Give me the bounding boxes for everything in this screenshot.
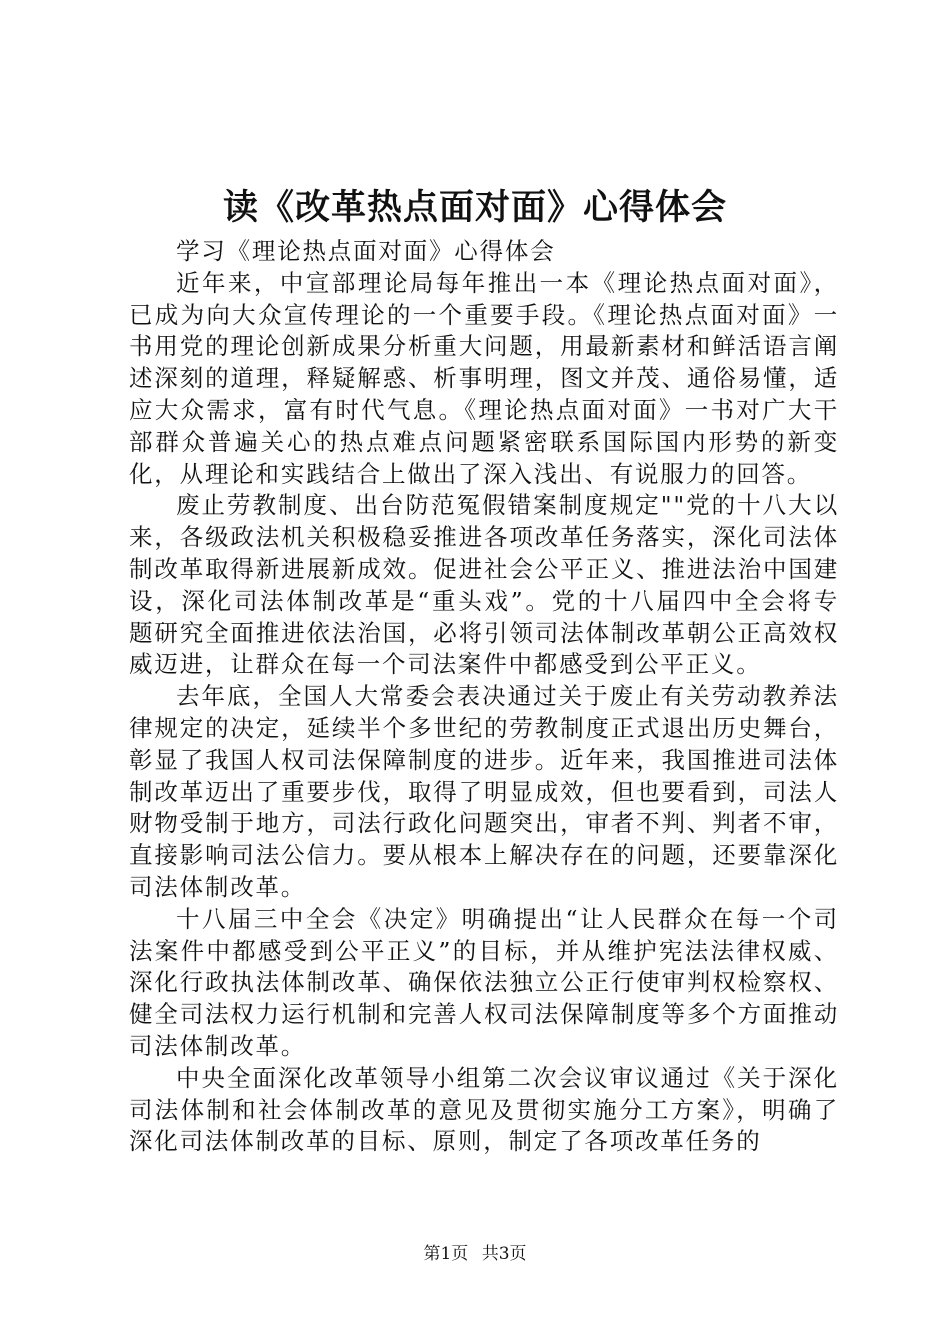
document-title: 读《改革热点面对面》心得体会 (222, 188, 727, 228)
paragraph-2: 废止劳教制度、出台防范冤假错案制度规定""党的十八大以来，各级政法机关积极稳妥推进各项改革任务落实，深化司法体制改革取得新进展新成效。促进社会公平正义、推进法治中国建设，深化司法体制改革是“重头戏”。党的十八届四中全会将专题研究全面推进依法治国，必将引领司法体制改革朝公正高效权威迈进，让群众在每一个司法案件中都感受到公平正义。 (129, 491, 839, 679)
document-body (129, 236, 839, 1158)
page-number-total: 共3页 (481, 1244, 527, 1264)
page-number-current: 第1页 (423, 1244, 469, 1264)
subtitle-paragraph: 学习《理论热点面对面》心得体会 (176, 237, 556, 265)
paragraph-4: 十八届三中全会《决定》明确提出“让人民群众在每一个司法案件中都感受到公平正义”的目标，并从维护宪法法律权威、深化行政执法体制改革、确保依法独立公正行使审判权检察权、健全司法权力运行机制和完善人权司法保障制度等多个方面推动司法体制改革。 (129, 904, 839, 1060)
paragraph-5: 中央全面深化改革领导小组第二次会议审议通过《关于深化司法体制和社会体制改革的意见及贯彻实施分工方案》，明确了深化司法体制改革的目标、原则，制定了各项改革任务的 (129, 1063, 839, 1156)
page-footer (0, 1242, 950, 1266)
paragraph-3: 去年底，全国人大常委会表决通过关于废止有关劳动教养法律规定的决定，延续半个多世纪的劳教制度正式退出历史舞台，彰显了我国人权司法保障制度的进步。近年来，我国推进司法体制改革迈出了重要步伐，取得了明显成效，但也要看到，司法人财物受制于地方，司法行政化问题突出，审者不判、判者不审，直接影响司法公信力。要从根本上解决存在的问题，还要靠深化司法体制改革。 (129, 682, 839, 901)
paragraph-1: 近年来，中宣部理论局每年推出一本《理论热点面对面》，已成为向大众宣传理论的一个重要手段。《理论热点面对面》一书用党的理论创新成果分析重大问题，用最新素材和鲜活语言阐述深刻的道理，释疑解惑、析事明理，图文并茂、通俗易懂，适应大众需求，富有时代气息。《理论热点面对面》一书对广大干部群众普遍关心的热点难点问题紧密联系国际国内形势的新变化，从理论和实践结合上做出了深入浅出、有说服力的回答。 (129, 268, 839, 488)
